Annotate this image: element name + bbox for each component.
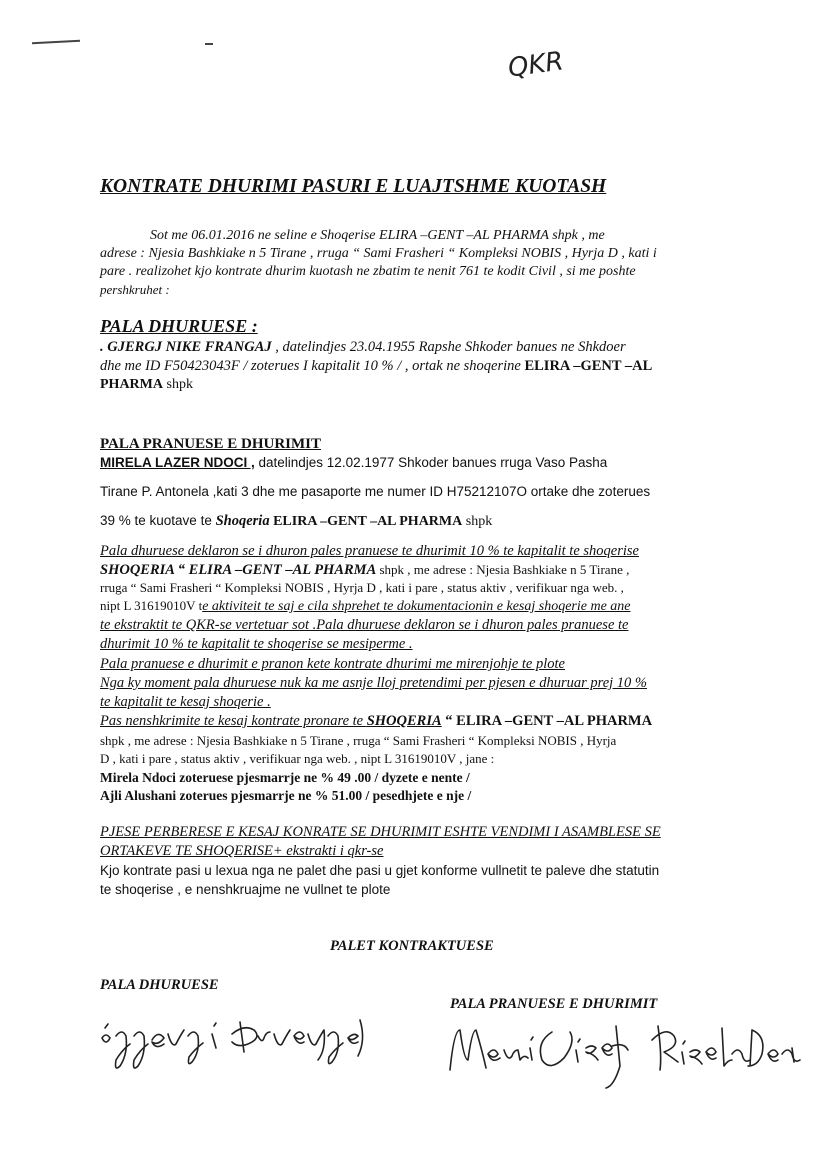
scan-mark — [205, 43, 213, 45]
intro-line: adrese : Njesia Bashkiake n 5 Tirane , rruga “ Sami Frasheri “ Kompleksi NOBIS , Hyrja D , kati i — [100, 246, 657, 261]
body-line: Pala dhuruese deklaron se i dhuron pales pranuese te dhurimit 10 % te kapitalit te shoqerise — [100, 543, 639, 559]
donor-name: . GJERGJ NIKE FRANGAJ — [100, 339, 272, 355]
recipient-line-3 — [100, 513, 492, 530]
body-text: Pas nenshkrimite te kesaj kontrate pronare te — [100, 713, 367, 729]
shareholder-line: Mirela Ndoci zoteruese pjesmarrje ne % 49 .00 / dyzete e nente / — [100, 770, 470, 785]
body-line — [100, 598, 631, 615]
body-line: Nga ky moment pala dhuruese nuk ka me asnje lloj pretendimi per pjesen e dhuruar prej 10 % — [100, 675, 648, 691]
company-type: shpk — [163, 377, 193, 392]
document-title: KONTRATE DHURIMI PASURI E LUAJTSHME KUOTASH — [100, 176, 607, 197]
company-name: PHARMA — [100, 377, 163, 392]
body-line: te ekstraktit te QKR-se vertetuar sot .Pala dhuruese deklaron se i dhuron pales pranuese te — [100, 617, 629, 633]
body-line: te shoqerise , e nenshkruajme ne vullnet te plote — [100, 882, 391, 897]
donor-signature — [90, 1000, 390, 1090]
donor-line-2 — [100, 358, 652, 375]
recipient-signature-label: PALA PRANUESE E DHURIMIT — [450, 996, 658, 1012]
donor-heading: PALA DHURUESE : — [100, 316, 258, 336]
company-nipt: nipt L 31619010V t — [100, 598, 203, 613]
recipient-heading: PALA PRANUESE E DHURIMIT — [100, 436, 321, 452]
body-text: e aktiviteit te saj e cila shprehet te dokumentacionin e kesaj shoqerie me ane — [202, 599, 631, 614]
body-line: te kapitalit te kesaj shoqerie . — [100, 694, 271, 710]
intro-line: Sot me 06.01.2016 ne seline e Shoqerise ELIRA –GENT –AL PHARMA shpk , me — [150, 228, 605, 243]
body-line: ORTAKEVE TE SHOQERISE+ ekstrakti i qkr-se — [100, 843, 384, 859]
company-label: SHOQERIA — [366, 713, 442, 729]
body-line: dhurimit 10 % te kapitalit te shoqerise se mesiperme . — [100, 636, 413, 652]
body-line: shpk , me adrese : Njesia Bashkiake n 5 Tirane , rruga “ Sami Frasheri “ Kompleksi NOBIS , Hyrja — [100, 733, 617, 748]
intro-line: pare . realizohet kjo kontrate dhurim kuotash ne zbatim te nenit 761 te kodit Civil , si me poshte — [100, 264, 636, 279]
scan-mark — [32, 40, 80, 45]
donor-line-1 — [100, 339, 626, 356]
recipient-line-2: Tirane P. Antonela ,kati 3 dhe me pasaporte me numer ID H75212107O ortake dhe zoterues — [100, 484, 651, 499]
recipient-name: MIRELA LAZER NDOCI , — [100, 455, 255, 470]
shareholder-line: Ajli Alushani zoterues pjesmarrje ne % 51.00 / pesedhjete e nje / — [100, 788, 472, 803]
donor-details: , datelindjes 23.04.1955 Rapshe Shkoder banues ne Shkdoer — [271, 339, 626, 355]
donor-id: dhe me ID F50423043F / zoterues I kapitalit 10 % / , ortak ne shoqerine — [100, 358, 525, 374]
body-line: Pala pranuese e dhurimit e pranon kete kontrate dhurimi me mirenjohje te plote — [100, 656, 565, 672]
company-name: ELIRA –GENT –AL — [524, 358, 653, 374]
company-type: shpk — [462, 514, 493, 529]
donor-line-3 — [100, 377, 193, 393]
company-label: Shoqeria — [215, 513, 270, 529]
signatures-heading: PALET KONTRAKTUESE — [330, 938, 494, 954]
body-line: Kjo kontrate pasi u lexua nga ne palet dhe pasi u gjet konforme vullnetit te paleve dhe statutin — [100, 863, 660, 878]
handwritten-note: QKR — [506, 46, 566, 84]
intro-line: pershkruhet : — [100, 282, 170, 297]
recipient-details: datelindjes 12.02.1977 Shkoder banues rruga Vaso Pasha — [254, 455, 608, 470]
company-name: SHOQERIA “ ELIRA –GENT –AL PHARMA — [100, 562, 377, 578]
recipient-line-1 — [100, 455, 607, 470]
company-name: ELIRA –GENT –AL PHARMA — [269, 514, 463, 529]
body-line — [100, 562, 629, 579]
body-line — [100, 713, 652, 730]
company-address: shpk , me adrese : Njesia Bashkiake n 5 Tirane , — [376, 562, 630, 577]
recipient-signature — [430, 1010, 810, 1110]
body-line: D , kati i pare , status aktiv , verifikuar nga web. , nipt L 31619010V , jane : — [100, 751, 495, 766]
body-line: rruga “ Sami Frasheri “ Kompleksi NOBIS , Hyrja D , kati i pare , status aktiv , verifikuar nga web. , — [100, 580, 624, 595]
body-line: PJESE PERBERESE E KESAJ KONRATE SE DHURIMIT ESHTE VENDIMI I ASAMBLESE SE — [100, 824, 661, 840]
donor-signature-label: PALA DHURUESE — [100, 977, 219, 993]
recipient-share: 39 % te kuotave te — [100, 513, 216, 528]
company-name: “ ELIRA –GENT –AL PHARMA — [441, 713, 653, 729]
